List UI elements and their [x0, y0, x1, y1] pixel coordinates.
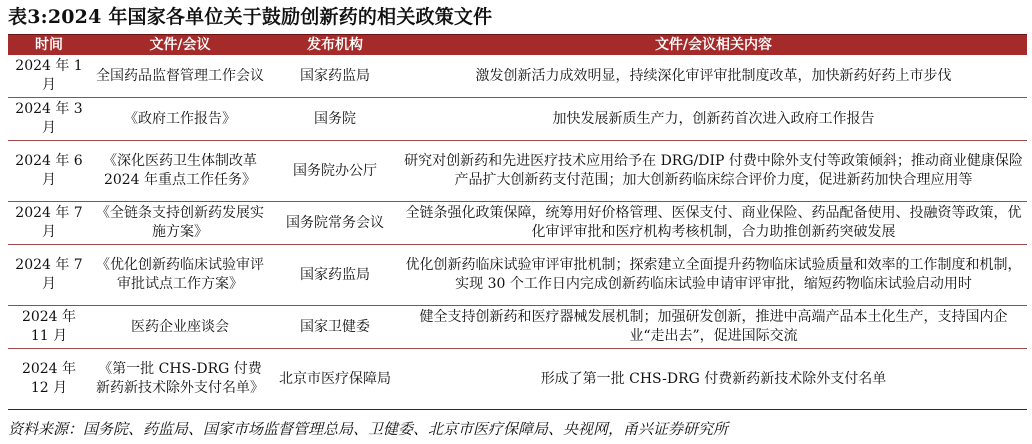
cell-organization: 国务院	[270, 98, 400, 141]
cell-organization: 国务院办公厅	[270, 141, 400, 202]
header-content: 文件/会议相关内容	[400, 35, 1027, 56]
table-row	[8, 349, 1027, 410]
cell-content: 研究对创新药和先进医疗技术应用给予在 DRG/DIP 付费中除外支付等政策倾斜；推动商业健康保险产品扩大创新药支付范围；加大创新药临床综合评价力度，促进新药加快合理应用等	[400, 141, 1027, 202]
cell-content: 优化创新药临床试验审评审批机制；探索建立全面提升药物临床试验质量和效率的工作制度和机制，实现 30 个工作日内完成创新药临床试验申请审评审批，缩短药物临床试验启动用时	[400, 245, 1027, 306]
cell-content: 健全支持创新药和医疗器械发展机制；加强研发创新，推进中高端产品本土化生产，支持国内企业“走出去”，促进国际交流	[400, 306, 1027, 349]
cell-time: 2024 年 11 月	[8, 306, 90, 349]
cell-document: 《深化医药卫生体制改革 2024 年重点工作任务》	[90, 141, 270, 202]
cell-document: 《政府工作报告》	[90, 98, 270, 141]
cell-content: 加快发展新质生产力，创新药首次进入政府工作报告	[400, 98, 1027, 141]
cell-time: 2024 年 3 月	[8, 98, 90, 141]
table-header-row	[8, 35, 1027, 56]
cell-organization: 国务院常务会议	[270, 202, 400, 245]
table-row	[8, 306, 1027, 349]
table-row	[8, 98, 1027, 141]
header-organization: 发布机构	[270, 35, 400, 56]
cell-document: 《优化创新药临床试验审评审批试点工作方案》	[90, 245, 270, 306]
cell-content: 激发创新活力成效明显，持续深化审评审批制度改革，加快新药好药上市步伐	[400, 55, 1027, 98]
header-time: 时间	[8, 35, 90, 56]
cell-content: 全链条强化政策保障，统筹用好价格管理、医保支付、商业保险、药品配备使用、投融资等政策，优化审评审批和医疗机构考核机制，合力助推创新药突破发展	[400, 202, 1027, 245]
cell-document: 《第一批 CHS-DRG 付费新药新技术除外支付名单》	[90, 349, 270, 410]
table-row	[8, 202, 1027, 245]
cell-time: 2024 年 12 月	[8, 349, 90, 410]
table-row	[8, 55, 1027, 98]
table-row	[8, 141, 1027, 202]
cell-time: 2024 年 7 月	[8, 202, 90, 245]
cell-organization: 国家药监局	[270, 55, 400, 98]
table-title: 表3:2024 年国家各单位关于鼓励创新药的相关政策文件	[8, 6, 493, 28]
source-note: 资料来源：国务院、药监局、国家市场监督管理总局、卫健委、北京市医疗保障局、央视网，甬兴证券研究所	[8, 420, 729, 438]
cell-time: 2024 年 6 月	[8, 141, 90, 202]
cell-time: 2024 年 7 月	[8, 245, 90, 306]
cell-document: 医药企业座谈会	[90, 306, 270, 349]
cell-document: 全国药品监督管理工作会议	[90, 55, 270, 98]
cell-organization: 国家药监局	[270, 245, 400, 306]
cell-document: 《全链条支持创新药发展实施方案》	[90, 202, 270, 245]
cell-content: 形成了第一批 CHS-DRG 付费新药新技术除外支付名单	[400, 349, 1027, 410]
header-document: 文件/会议	[90, 35, 270, 56]
cell-organization: 国家卫健委	[270, 306, 400, 349]
policy-table	[8, 34, 1027, 410]
table-row	[8, 245, 1027, 306]
cell-organization: 北京市医疗保障局	[270, 349, 400, 410]
cell-time: 2024 年 1 月	[8, 55, 90, 98]
